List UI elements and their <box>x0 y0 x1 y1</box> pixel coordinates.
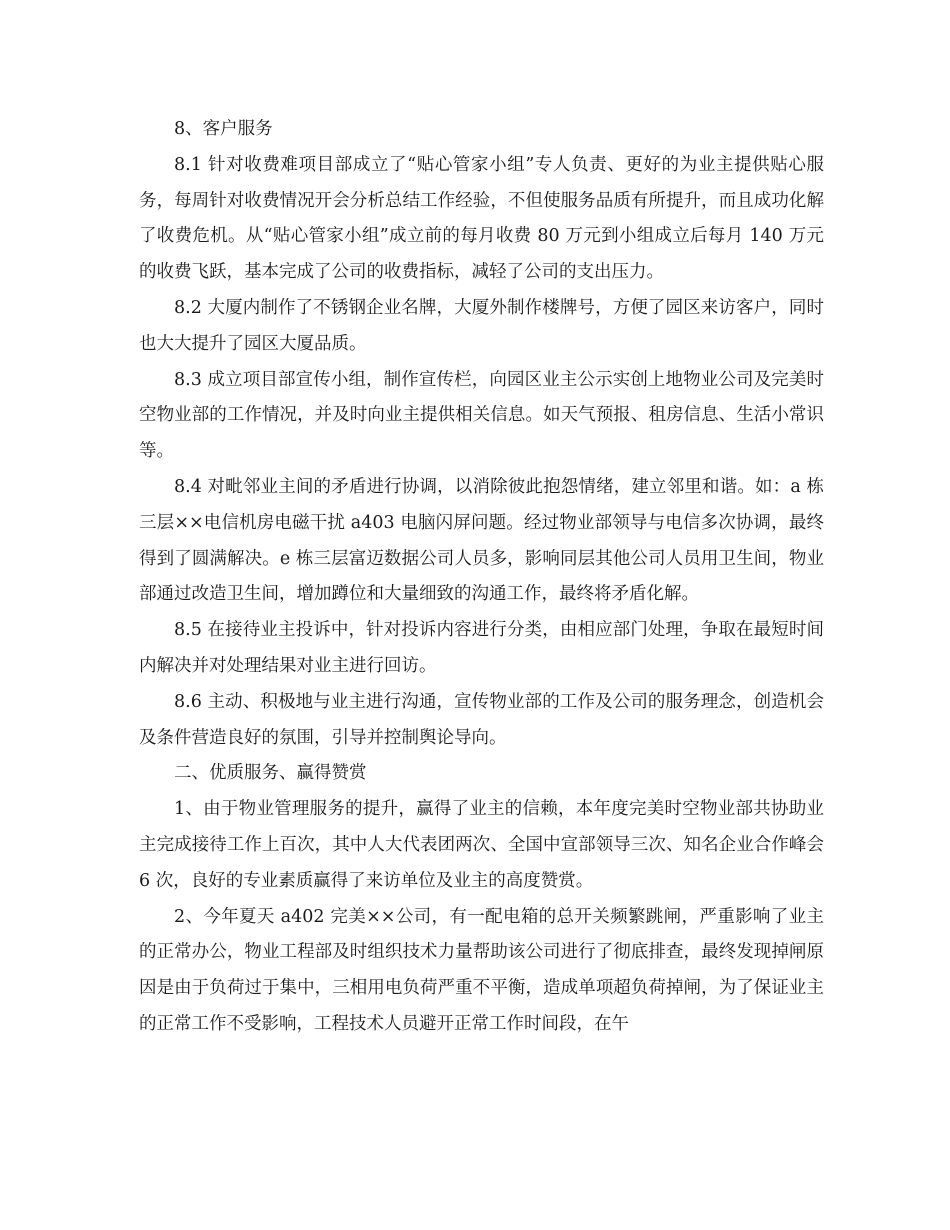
section-heading-customer-service: 8、客户服务 <box>174 119 273 139</box>
paragraph-8-5: 8.5 在接待业主投诉中，针对投诉内容进行分类，由相应部门处理，争取在最短时间内解决并对处理结果对业主进行回访。 <box>139 620 824 676</box>
paragraph-item-1: 1、由于物业管理服务的提升，赢得了业主的信赖，本年度完美时空物业部共协助业主完成接待工作上百次，其中人大代表团两次、全国中宣部领导三次、知名企业合作峰会 6 次，良好的专业素质赢得了来访单位及业主的高度赞赏。 <box>139 799 824 891</box>
paragraph-8-4: 8.4 对毗邻业主间的矛盾进行协调，以消除彼此抱怨情绪，建立邻里和谐。如：a 栋三层××电信机房电磁干扰 a403 电脑闪屏问题。经过物业部领导与电信多次协调，最终得到了圆满解决。e 栋三层富迈数据公司人员多，影响同层其他公司人员用卫生间，物业部通过改造卫生间，增加蹲位和大量细致的沟通工作，最终将矛盾化解。 <box>139 476 824 605</box>
paragraph-8-1: 8.1 针对收费难项目部成立了“贴心管家小组”专人负责、更好的为业主提供贴心服务，每周针对收费情况开会分析总结工作经验，不但使服务品质有所提升，而且成功化解了收费危机。从“贴心管家小组”成立前的每月收费 80 万元到小组成立后每月 140 万元的收费飞跃，基本完成了公司的收费指标，减轻了公司的支出压力。 <box>139 154 824 283</box>
paragraph-8-6: 8.6 主动、积极地与业主进行沟通，宣传物业部的工作及公司的服务理念，创造机会及条件营造良好的氛围，引导并控制舆论导向。 <box>139 691 824 748</box>
section-heading-quality-service: 二、优质服务、赢得赞赏 <box>174 763 367 784</box>
document-body <box>139 112 824 1043</box>
paragraph-8-3: 8.3 成立项目部宣传小组，制作宣传栏，向园区业主公示实创上地物业公司及完美时空物业部的工作情况，并及时向业主提供相关信息。如天气预报、租房信息、生活小常识等。 <box>139 369 824 462</box>
paragraph-8-2: 8.2 大厦内制作了不锈钢企业名牌，大厦外制作楼牌号，方便了园区来访客户，同时也大大提升了园区大厦品质。 <box>139 297 824 354</box>
paragraph-item-2: 2、今年夏天 a402 完美××公司，有一配电箱的总开关频繁跳闸，严重影响了业主的正常办公，物业工程部及时组织技术力量帮助该公司进行了彻底排查，最终发现掉闸原因是由于负荷过于集中，三相用电负荷严重不平衡，造成单项超负荷掉闸，为了保证业主的正常工作不受影响，工程技术人员避开正常工作时间段，在午 <box>139 906 824 1034</box>
